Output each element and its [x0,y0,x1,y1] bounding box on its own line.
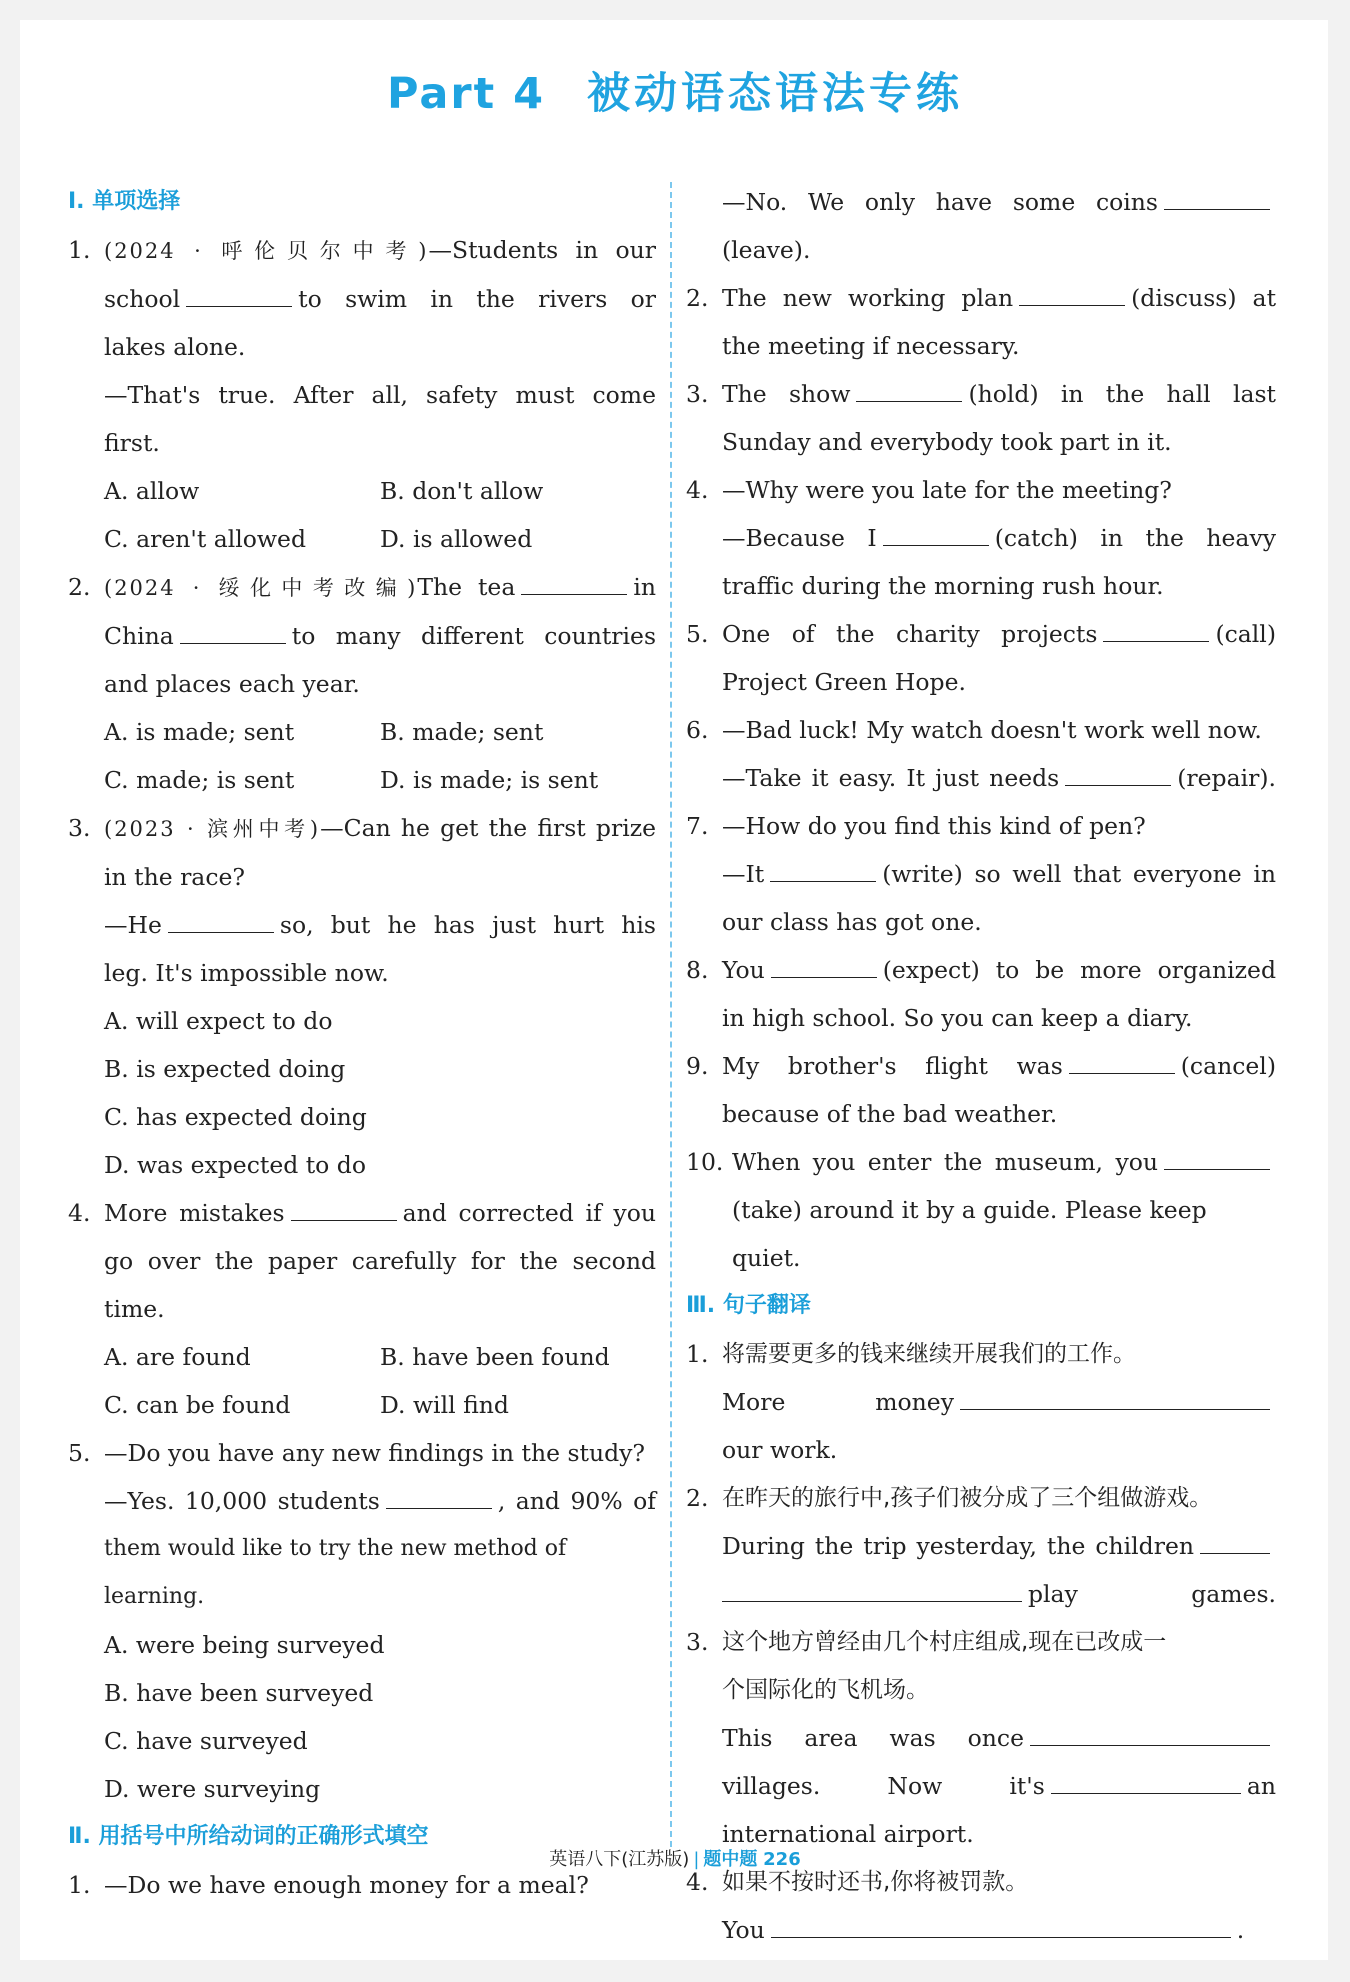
answer-blank[interactable] [883,527,989,546]
fill-question-10: 10. When you enter the museum, you [686,1138,1276,1186]
answer-blank[interactable] [771,959,877,978]
brand-name: 题中题 [703,1849,758,1870]
options-q1 [68,467,656,515]
answer-blank[interactable] [770,863,876,882]
section-heading-1: Ⅰ. 单项选择 [68,189,181,214]
page-footer [0,1845,1350,1871]
option-a[interactable]: A. are found [104,1343,251,1371]
answer-blank[interactable] [291,1202,397,1221]
option-d[interactable]: D. were surveying [104,1775,321,1803]
option-d[interactable]: D. will find [380,1391,509,1419]
answer-blank[interactable] [1164,1151,1270,1170]
answer-blank[interactable] [1051,1775,1241,1794]
left-column: Ⅰ. 单项选择 1. (2024 · 呼伦贝尔中考)—Students in our school to swim in the rivers or lakes alone. —That's true. After all, safety must come first. A. allow B. don't allow C. aren't allowed D. is allowed 2. (2024 · 绥化中考改编)The tea in China to many different countries and places each year. A. is made; sent B. made; sent C. made; is sent D. is made; is sent 3. (2023 · 滨州中考)—Can he get the first prize in the race? —He so, but he has just hurt his leg. It's impossible now. A. will expect to do B. is expected doing C. has expected doing D. was expected to do 4. More mistakes and corrected if you go over the paper carefully for the second time. A. are found B. have been found C. can be found D. will find 5. —Do you have any new findings in the study? —Yes. 10,000 students , and 90% of them would like to try the new method of learning. A. were being surveyed B. have been surveyed C. have surveyed D. were surveying Ⅱ. 用括号中所给动词的正确形式填空 1. —Do we have enough money for a meal? [68,178,656,1909]
fill-question-6: 6. —Bad luck! My watch doesn't work well now. [686,716,1262,744]
fill-question-9: 9. My brother's flight was (cancel) [686,1052,1276,1080]
answer-blank[interactable] [1065,767,1171,786]
question-5: 5. —Do you have any new findings in the study? [68,1439,646,1467]
fill-question-2: 2. The new working plan (discuss) at [686,284,1277,312]
option-b[interactable]: B. don't allow [380,477,544,505]
option-a[interactable]: A. were being surveyed [104,1631,385,1659]
option-d[interactable]: D. is allowed [380,525,533,553]
fill-question-7: 7. —How do you find this kind of pen? [686,812,1146,840]
fill-question-1: 1. —Do we have enough money for a meal? [68,1871,589,1899]
option-b[interactable]: B. have been found [380,1343,610,1371]
option-a[interactable]: A. allow [104,477,200,505]
question-1: 1. (2024 · 呼伦贝尔中考)—Students in our [68,236,656,264]
translation-4: 4. 如果不按时还书,你将被罚款。 [686,1868,1029,1896]
option-c[interactable]: C. made; is sent [104,766,295,794]
translation-1: 1. 将需要更多的钱来继续开展我们的工作。 [686,1340,1136,1368]
option-a[interactable]: A. will expect to do [104,1007,333,1035]
answer-blank[interactable] [856,383,962,402]
section-heading-2: Ⅱ. 用括号中所给动词的正确形式填空 [68,1824,429,1849]
option-b[interactable]: B. is expected doing [104,1055,346,1083]
answer-blank[interactable] [1030,1727,1270,1746]
answer-blank[interactable] [168,914,274,933]
answer-blank[interactable] [1103,623,1209,642]
fill-question-4: 4. —Why were you late for the meeting? [686,476,1172,504]
question-2: 2. (2024 · 绥化中考改编)The tea in [68,573,656,601]
section-heading-3: Ⅲ. 句子翻译 [686,1293,811,1318]
answer-blank[interactable] [1019,287,1125,306]
fill-question-5: 5. One of the charity projects (call) [686,620,1276,648]
fill-question-3: 3. The show (hold) in the hall last [686,380,1276,408]
answer-blank[interactable] [180,625,286,644]
answer-blank[interactable] [1069,1055,1175,1074]
question-3: 3. (2023 · 滨州中考)—Can he get the first prize [68,814,657,842]
book-title: 英语八下(江苏版) [549,1849,690,1870]
option-a[interactable]: A. is made; sent [104,718,295,746]
right-column: —No. We only have some coins(leave). 2. The new working plan (discuss) at the meeting if necessary. 3. The show (hold) in the hall last Sunday and everybody took part in it. 4. —Why were you late for the meeting? —Because I (catch) in the heavy traffic during the morning rush hour. 5. One of the charity projects (call) Project Green Hope. 6. —Bad luck! My watch doesn't work well now. —Take it easy. It just needs (repair). 7. —How do you find this kind of pen? —It (write) so well that everyone in our class has got one. 8. You (expect) to be more organized in high school. So you can keep a diary. 9. My brother's flight was (cancel) because of the bad weather. 10. When you enter the museum, you (take) around it by a guide. Please keep quiet. Ⅲ. 句子翻译 1. 将需要更多的钱来继续开展我们的工作。 More money our work. 2. 在昨天的旅行中,孩子们被分成了三个组做游戏。 During the trip yesterday, the children play games. 3. 这个地方曾经由几个村庄组成,现在已改成一 个国际化的飞机场。 This area was once villages. Now it's an international airport. 4. 如果不按时还书,你将被罚款。 You . [686,188,1277,1944]
option-c[interactable]: C. has expected doing [104,1103,367,1131]
answer-blank[interactable] [722,1583,1022,1602]
title-topic: 被动语态语法专练 [587,69,964,119]
answer-blank[interactable] [1164,191,1270,210]
title-part: Part 4 [386,69,546,119]
answer-blank[interactable] [960,1391,1270,1410]
option-d[interactable]: D. is made; is sent [380,766,599,794]
page-number: 226 [763,1849,801,1870]
option-c[interactable]: C. have surveyed [104,1727,308,1755]
translation-2: 2. 在昨天的旅行中,孩子们被分成了三个组做游戏。 [686,1484,1213,1512]
answer-blank[interactable] [386,1490,492,1509]
option-c[interactable]: C. can be found [104,1391,291,1419]
option-d[interactable]: D. was expected to do [104,1151,366,1179]
column-divider [670,182,672,1847]
footer-separator: | [693,1849,700,1870]
question-4: 4. More mistakes and corrected if you [68,1199,656,1227]
answer-blank[interactable] [186,288,292,307]
answer-blank[interactable] [521,576,627,595]
fill-question-8: 8. You (expect) to be more organized [686,956,1276,984]
option-b[interactable]: B. have been surveyed [104,1679,374,1707]
option-c[interactable]: C. aren't allowed [104,525,306,553]
answer-blank[interactable] [771,1919,1231,1938]
page-title [0,60,1350,121]
option-b[interactable]: B. made; sent [380,718,544,746]
answer-blank[interactable] [1200,1535,1270,1554]
translation-3: 3. 这个地方曾经由几个村庄组成,现在已改成一 [686,1628,1167,1656]
